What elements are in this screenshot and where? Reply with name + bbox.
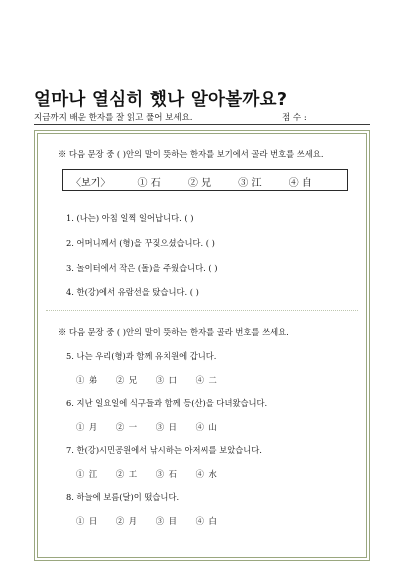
option-item: ④ 水 [195,469,217,479]
option-item: ④ 山 [195,422,217,432]
option-item: ④ 白 [195,516,217,526]
option-item: ② 兄 [115,375,138,385]
option-item: ① 月 [76,422,98,432]
header-divider [34,124,370,125]
question-7: 7. 한(강)시민공원에서 낚시하는 아저씨를 보았습니다. [66,445,262,455]
option-item: ③ 日 [155,422,177,432]
option-item: ① 日 [76,516,98,526]
option-item: ③ 石 [155,469,177,479]
option-item: ① 江 [76,469,98,479]
bogi-option-1: ① 石 [137,178,161,189]
option-item: ④ 二 [195,375,217,385]
section-divider [46,310,358,311]
page-title: 얼마나 열심히 했나 알아볼까요? [34,90,288,110]
question-8: 8. 하늘에 보름(달)이 떴습니다. [66,492,180,502]
option-item: ② 工 [115,469,138,479]
option-item: ③ 目 [155,516,177,526]
score-label: 점 수 : [282,113,307,123]
bogi-option-3: ③ 江 [238,178,262,189]
section2-instruction: ※ 다음 문장 중 ( )안의 말이 뜻하는 한자를 골라 번호를 쓰세요. [58,327,289,337]
page-subtitle: 지금까지 배운 한자를 잘 읽고 풀어 보세요. [34,113,193,123]
question-2: 2. 어머니께서 (형)을 꾸짖으셨습니다. ( ) [66,238,215,248]
option-item: ① 弟 [76,375,98,385]
section1-instruction: ※ 다음 문장 중 ( )안의 말이 뜻하는 한자를 보기에서 골라 번호를 쓰세요. [58,149,324,159]
option-item: ② 月 [115,516,138,526]
bogi-option-4: ④ 自 [288,178,312,189]
question-6: 6. 지난 일요일에 식구들과 함께 등(산)을 다녀왔습니다. [66,398,268,408]
question-6-options [76,421,231,433]
option-item: ② 一 [115,422,138,432]
bogi-option-2: ② 兄 [187,178,212,189]
question-3: 3. 놀이터에서 작은 (돌)을 주웠습니다. ( ) [66,263,218,273]
question-7-options [76,468,231,480]
question-5: 5. 나는 우리(형)과 함께 유치원에 갑니다. [66,351,217,361]
question-1: 1. (나는) 아침 일찍 일어납니다. ( ) [66,213,194,223]
bogi-label: 〈보기〉 [71,178,111,189]
worksheet-frame [34,130,370,561]
bogi-box [62,169,348,191]
question-8-options [76,515,231,527]
option-item: ③ 口 [155,375,177,385]
question-4: 4. 한(강)에서 유람선을 탔습니다. ( ) [66,287,199,297]
question-5-options [76,374,231,386]
